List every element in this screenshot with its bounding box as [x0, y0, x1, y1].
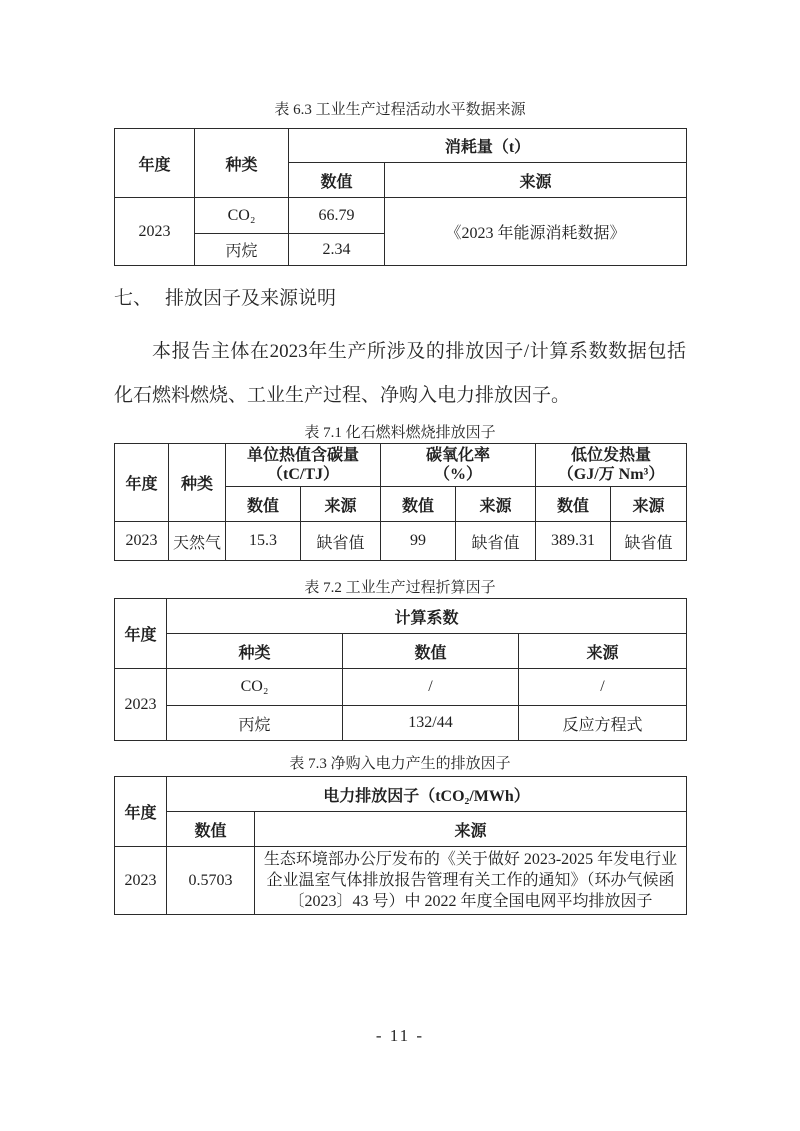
t73-header-year: 年度	[115, 777, 167, 847]
t63-cell-year: 2023	[115, 198, 195, 266]
t73-cell-year: 2023	[115, 847, 167, 915]
section-title: 排放因子及来源说明	[165, 288, 337, 309]
t71-oxidation-rate-name: 碳氧化率	[426, 447, 491, 464]
t63-header-type: 种类	[195, 129, 289, 198]
t71-cell-carbon-source: 缺省值	[301, 522, 381, 561]
t72-cell-source-propane: 反应方程式	[519, 706, 687, 741]
t71-header-carbon-content	[226, 444, 381, 487]
t71-header-row-1	[115, 444, 687, 487]
table-6-3-caption: 表 6.3 工业生产过程活动水平数据来源	[274, 102, 526, 118]
table-7-1-caption: 表 7.1 化石燃料燃烧排放因子	[304, 425, 496, 441]
t71-header-type: 种类	[169, 444, 226, 522]
t71-cell-heating-value: 389.31	[536, 522, 611, 561]
t71-subheader-value-2: 数值	[381, 487, 456, 522]
t63-header-consumption: 消耗量（t）	[289, 129, 687, 163]
t71-heating-value-name: 低位发热量	[571, 447, 652, 464]
t71-subheader-source-3: 来源	[611, 487, 687, 522]
t63-cell-source: 《2023 年能源消耗数据》	[385, 198, 687, 266]
table-7-3	[114, 776, 687, 915]
t73-header-row-1	[115, 777, 687, 812]
t72-cell-year: 2023	[115, 669, 167, 741]
t71-cell-oxidation-source: 缺省值	[456, 522, 536, 561]
t73-cell-value: 0.5703	[167, 847, 255, 915]
table-row	[115, 522, 687, 561]
t63-cell-value-co2: 66.79	[289, 198, 385, 234]
t71-oxidation-rate-unit: （%）	[434, 466, 483, 483]
body-paragraph: 本报告主体在2023年生产所涉及的排放因子/计算系数数据包括化石燃料燃烧、工业生产过程、净购入电力排放因子。	[114, 341, 686, 406]
t71-subheader-value-1: 数值	[226, 487, 301, 522]
section-number: 七、	[114, 288, 153, 309]
t63-cell-type-propane: 丙烷	[195, 234, 289, 266]
page-content	[114, 0, 686, 915]
t72-cell-type-co2: CO₂	[167, 669, 343, 706]
t71-header-heating-value	[536, 444, 687, 487]
t71-subheader-source-2: 来源	[456, 487, 536, 522]
table-7-2-caption: 表 7.2 工业生产过程折算因子	[304, 580, 496, 596]
table-7-2	[114, 598, 687, 741]
t72-header-row-1	[115, 599, 687, 634]
t72-header-value: 数值	[343, 634, 519, 669]
t72-cell-value-propane: 132/44	[343, 706, 519, 741]
table-row	[115, 198, 687, 234]
t72-header-row-2	[115, 634, 687, 669]
t71-subheader-value-3: 数值	[536, 487, 611, 522]
t63-cell-type-co2: CO₂	[195, 198, 289, 234]
t71-cell-heating-source: 缺省值	[611, 522, 687, 561]
t63-header-source: 来源	[385, 163, 687, 198]
t71-cell-year: 2023	[115, 522, 169, 561]
table-6-3	[114, 128, 687, 266]
table-row	[115, 847, 687, 915]
section-heading	[114, 286, 686, 312]
t71-carbon-content-unit: （tC/TJ）	[267, 466, 340, 483]
t63-header-row-1	[115, 129, 687, 163]
t71-heating-value-unit: （GJ/万 Nm³）	[557, 466, 665, 483]
page-number: - 11 -	[375, 1026, 425, 1045]
table-row	[115, 669, 687, 706]
t72-header-year: 年度	[115, 599, 167, 669]
t71-carbon-content-name: 单位热值含碳量	[247, 447, 360, 464]
t73-cell-source: 生态环境部办公厅发布的《关于做好 2023-2025 年发电行业企业温室气体排放报告管理有关工作的通知》（环办气候函〔2023〕43 号）中 2022 年度全国电网平均排放因子	[255, 847, 687, 915]
t71-cell-oxidation-value: 99	[381, 522, 456, 561]
table-7-3-caption: 表 7.3 净购入电力产生的排放因子	[289, 756, 511, 772]
t63-cell-value-propane: 2.34	[289, 234, 385, 266]
t71-subheader-source-1: 来源	[301, 487, 381, 522]
t71-header-year: 年度	[115, 444, 169, 522]
t63-header-value: 数值	[289, 163, 385, 198]
t72-cell-type-propane: 丙烷	[167, 706, 343, 741]
t72-cell-value-co2: /	[343, 669, 519, 706]
t72-cell-source-co2: /	[519, 669, 687, 706]
t72-header-source: 来源	[519, 634, 687, 669]
t63-header-year: 年度	[115, 129, 195, 198]
t73-header-row-2	[115, 812, 687, 847]
t71-header-oxidation-rate	[381, 444, 536, 487]
t73-header-value: 数值	[167, 812, 255, 847]
t72-header-type: 种类	[167, 634, 343, 669]
table-7-1	[114, 443, 687, 561]
t73-header-source: 来源	[255, 812, 687, 847]
t73-header-group: 电力排放因子（tCO₂/MWh）	[167, 777, 687, 812]
t72-header-group: 计算系数	[167, 599, 687, 634]
t71-cell-carbon-value: 15.3	[226, 522, 301, 561]
t71-cell-type: 天然气	[169, 522, 226, 561]
table-row	[115, 706, 687, 741]
